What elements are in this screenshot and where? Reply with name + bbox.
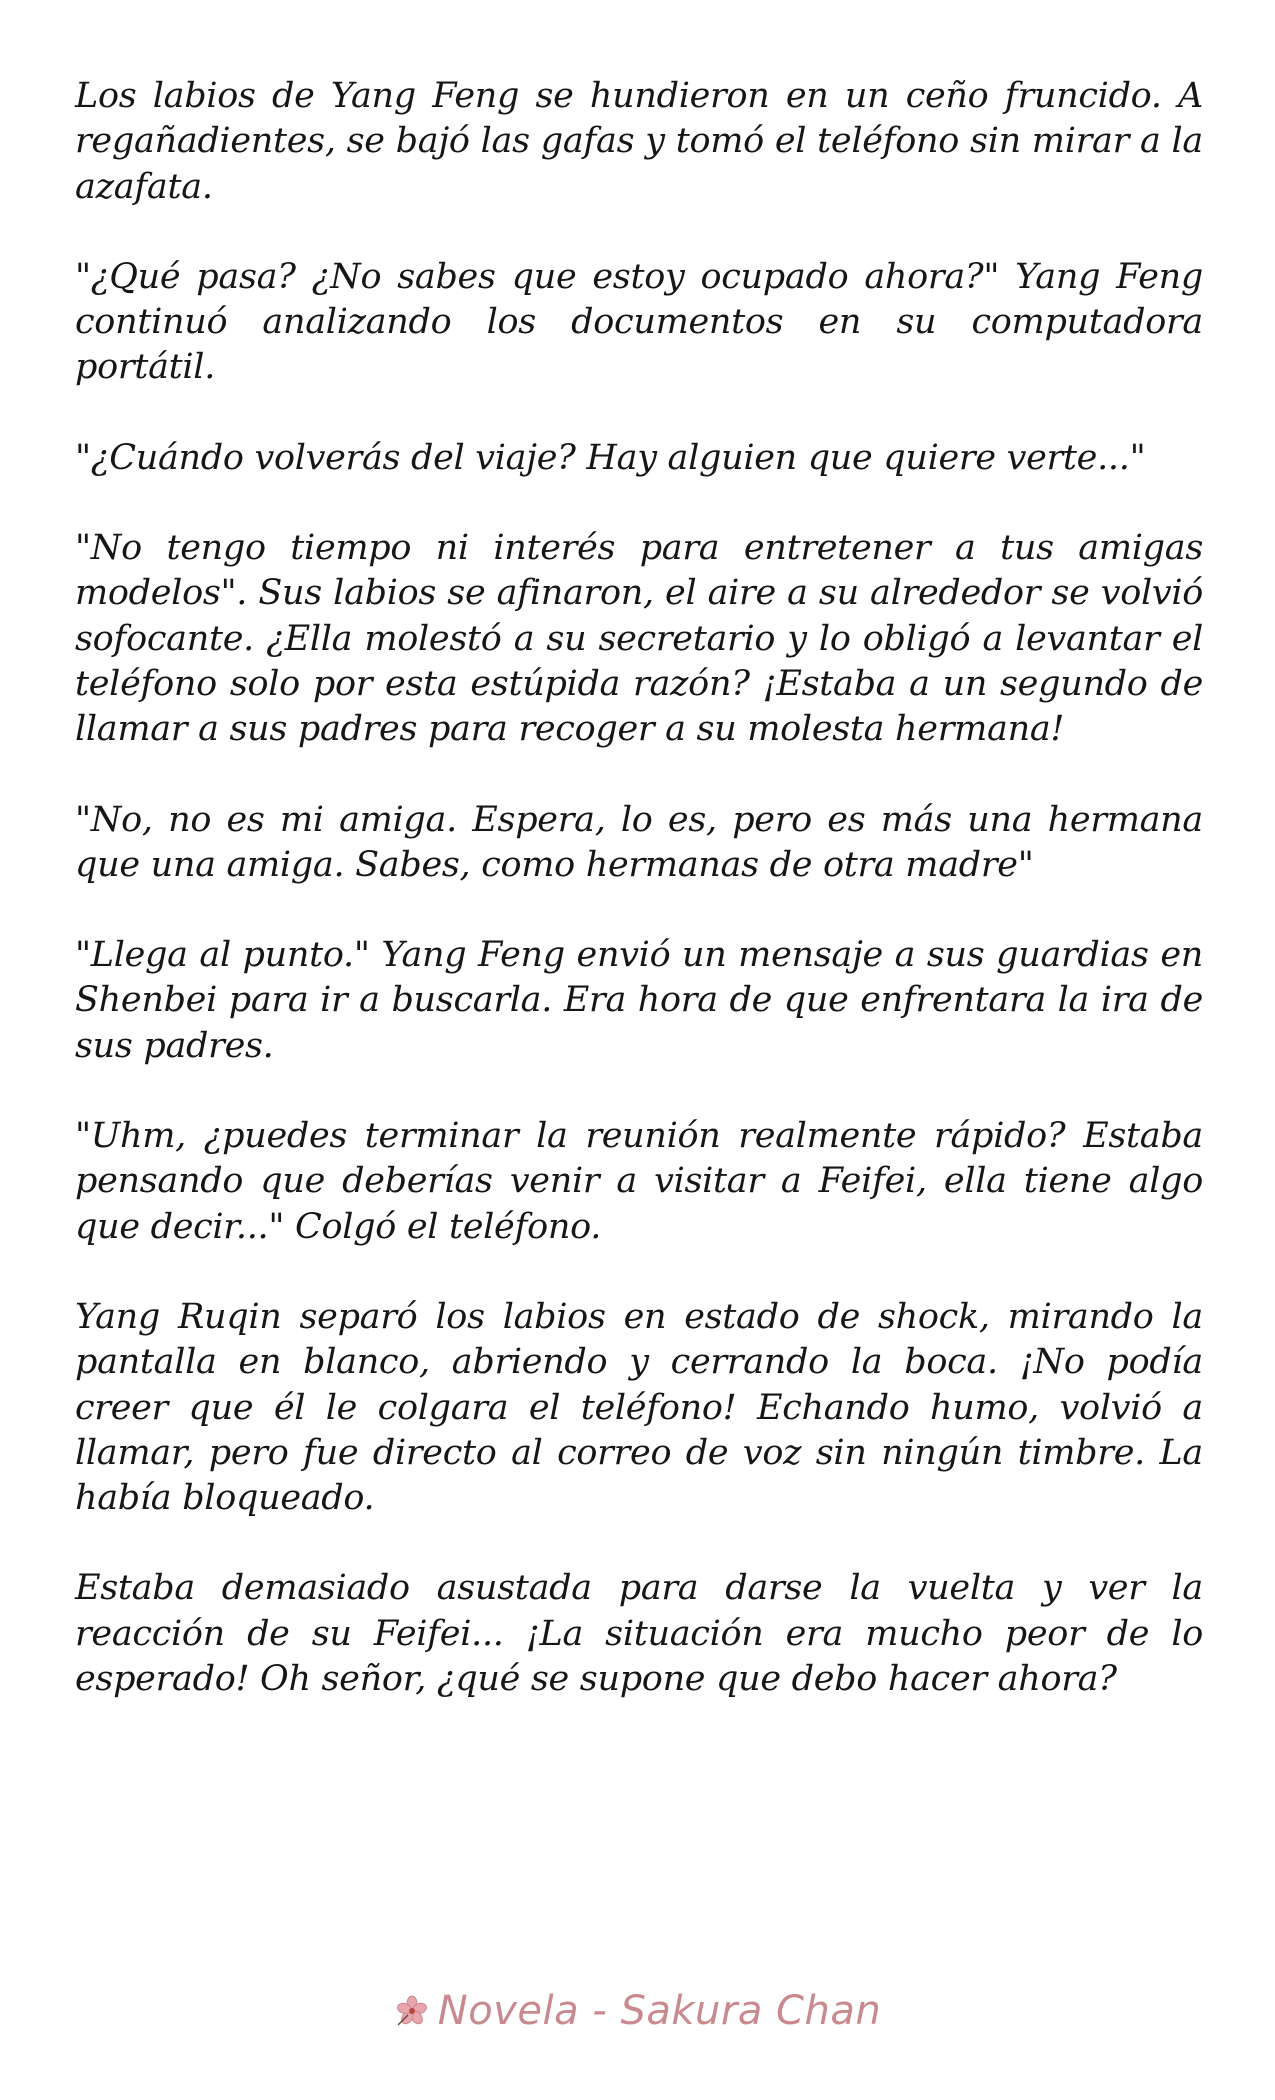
paragraph-4: "No tengo tiempo ni interés para entretener a tus amigas modelos". Sus labios se afinaron, el aire a su alrededor se volvió sofocante. ¿Ella molestó a su secretario y lo obligó a levantar el teléfono solo por esta estúpida razón? ¡Estaba a un segundo de llamar a sus padres para recoger a su molesta hermana! xyxy=(75,528,1203,750)
paragraph-7: "Uhm, ¿puedes terminar la reunión realmente rápido? Estaba pensando que deberías venir a visitar a Feifei, ella tiene algo que decir..." Colgó el teléfono. xyxy=(75,1116,1203,1247)
watermark-footer xyxy=(0,1988,1275,2034)
paragraph-8: Yang Ruqin separó los labios en estado de shock, mirando la pantalla en blanco, abriendo y cerrando la boca. ¡No podía creer que él le colgara el teléfono! Echando humo, volvió a llamar, pero fue directo al correo de voz sin ningún timbre. La había bloqueado. xyxy=(75,1296,1203,1519)
paragraph-1: Los labios de Yang Feng se hundieron en un ceño fruncido. A regañadientes, se bajó las gafas y tomó el teléfono sin mirar a la azafata. xyxy=(75,76,1203,207)
document-body xyxy=(75,74,1203,1747)
sakura-flower-icon xyxy=(394,1993,430,2029)
paragraph-5: "No, no es mi amiga. Espera, lo es, pero es más una hermana que una amiga. Sabes, como hermanas de otra madre" xyxy=(75,799,1203,885)
watermark-text: Novela - Sakura Chan xyxy=(437,1988,882,2034)
paragraph-2: "¿Qué pasa? ¿No sabes que estoy ocupado ahora?" Yang Feng continuó analizando los documentos en su computadora portátil. xyxy=(75,256,1203,388)
paragraph-3: "¿Cuándo volverás del viaje? Hay alguien que quiere verte..." xyxy=(75,437,1146,478)
paragraph-9: Estaba demasiado asustada para darse la vuelta y ver la reacción de su Feifei... ¡La situación era mucho peor de lo esperado! Oh señor, ¿qué se supone que debo hacer ahora? xyxy=(75,1568,1203,1700)
paragraph-6: "Llega al punto." Yang Feng envió un mensaje a sus guardias en Shenbei para ir a buscarla. Era hora de que enfrentara la ira de sus padres. xyxy=(75,935,1203,1066)
